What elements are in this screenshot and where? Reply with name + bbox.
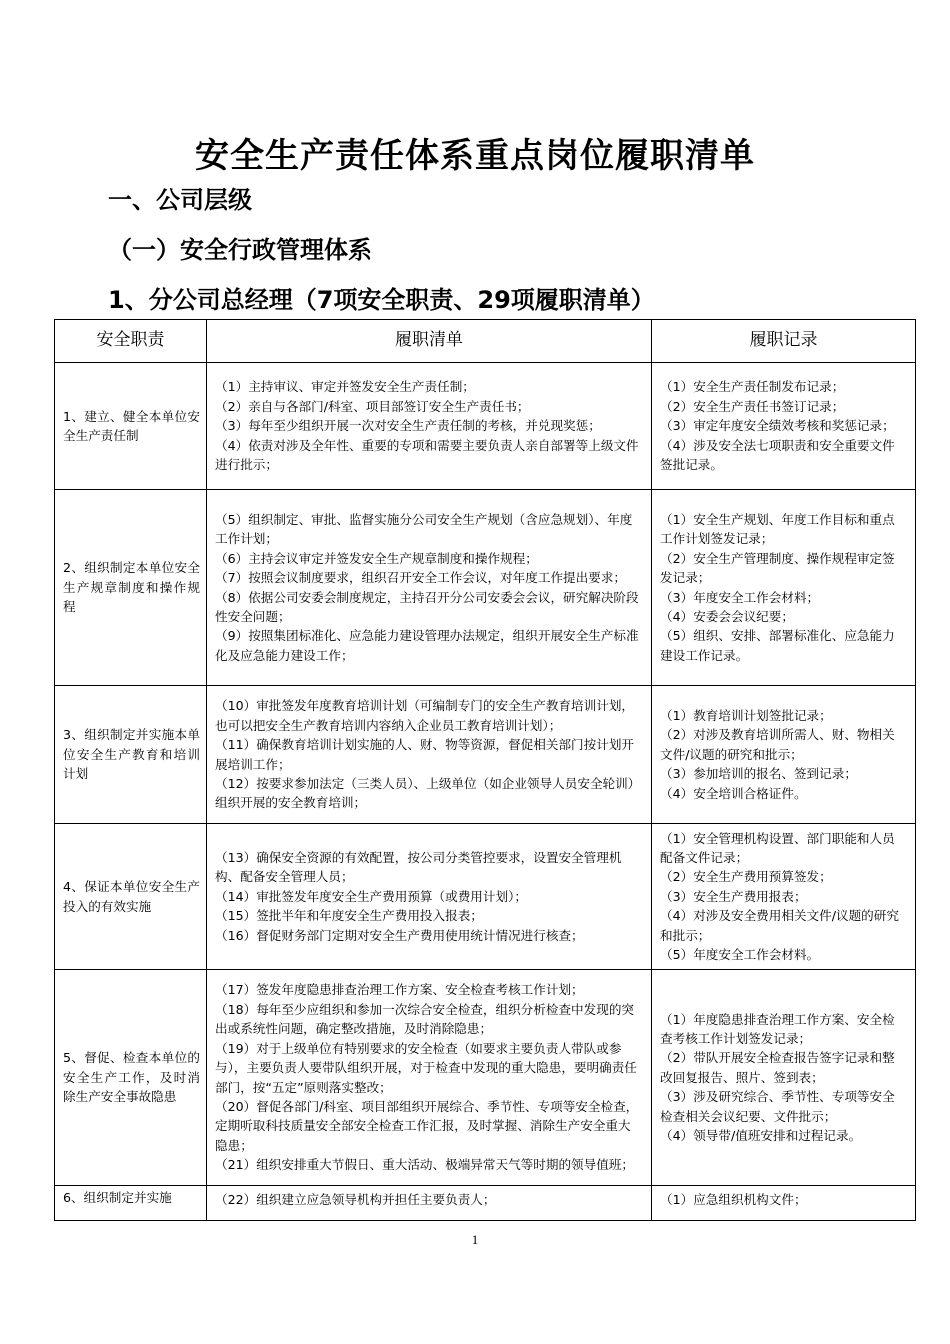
section-heading-level1: 一、公司层级	[108, 186, 252, 214]
duty-table	[54, 319, 916, 1221]
responsibility-cell: 4、保证本单位安全生产投入的有效实施	[55, 824, 207, 970]
record-item: （3）参加培训的报名、签到记录；	[660, 766, 857, 782]
section-heading-level2: （一）安全行政管理体系	[108, 236, 372, 264]
record-item: （5）年度安全工作会材料。	[660, 947, 820, 963]
record-item: （1）年度隐患排查治理工作方案、安全检查考核工作计划签发记录；	[660, 1011, 895, 1046]
duty-list-cell	[207, 970, 652, 1186]
duty-item: （7）按照会议制度要求，组织召开安全工作会议，对年度工作提出要求；	[215, 570, 627, 586]
record-item: （4）安全培训合格证件。	[660, 785, 807, 801]
record-item: （3）审定年度安全绩效考核和奖惩记录；	[660, 418, 895, 434]
records-cell	[652, 824, 916, 970]
table-row	[55, 363, 916, 490]
page-number: 1	[471, 1232, 479, 1247]
duty-item: （5）组织制定、审批、监督实施分公司安全生产规划（含应急规划）、年度工作计划；	[215, 511, 633, 547]
responsibility-cell: 5、督促、检查本单位的安全生产工作，及时消除生产安全事故隐患	[55, 970, 207, 1186]
table-row	[55, 824, 916, 970]
duty-item: （19）对于上级单位有特别要求的安全检查（如要求主要负责人带队或参与），主要负责人要带队组织开展，对于检查中发现的重大隐患，要明确责任部门，按“五定”原则落实整改；	[215, 1040, 637, 1095]
duty-item: （17）签发年度隐患排查治理工作方案、安全检查考核工作计划；	[215, 982, 584, 998]
table-row	[55, 490, 916, 686]
duty-item: （12）按要求参加法定（三类人员）、上级单位（如企业领导人员安全轮训）组织开展的安全教育培训；	[215, 775, 641, 811]
record-item: （2）安全生产费用预算签发；	[660, 869, 832, 885]
duty-item: （10）审批签发年度教育培训计划（可编制专门的安全生产教育培训计划，也可以把安全生产教育培训内容纳入企业员工教育培训计划）；	[215, 698, 635, 733]
record-item: （5）组织、安排、部署标准化、应急能力建设工作记录。	[660, 628, 895, 663]
duty-item: （11）确保教育培训计划实施的人、财、物等资源，督促相关部门按计划开展培训工作；	[215, 737, 635, 772]
table-row	[55, 686, 916, 824]
duty-list-cell	[207, 686, 652, 824]
document-title: 安全生产责任体系重点岗位履职清单	[195, 136, 755, 176]
record-item: （1）安全生产规划、年度工作目标和重点工作计划签发记录；	[660, 511, 895, 547]
record-item: （4）领导带/值班安排和过程记录。	[660, 1128, 862, 1144]
record-item: （4）对涉及安全费用相关文件/议题的研究和批示；	[660, 908, 899, 943]
record-item: （4）涉及安全法七项职责和安全重要文件签批记录。	[660, 437, 895, 473]
responsibility-cell: 1、建立、健全本单位安全生产责任制	[55, 363, 207, 490]
records-cell	[652, 970, 916, 1186]
duty-item: （14）审批签发年度安全生产费用预算（或费用计划）；	[215, 888, 527, 904]
record-item: （4）安委会会议纪要；	[660, 608, 794, 624]
record-item: （3）涉及研究综合、季节性、专项等安全检查相关会议纪要、文件批示；	[660, 1089, 895, 1124]
duty-item: （20）督促各部门/科室、项目部组织开展综合、季节性、专项等安全检查，定期听取科技质量安全部安全检查工作汇报，及时掌握、消除生产安全重大隐患；	[215, 1098, 639, 1153]
duty-list-cell	[207, 1186, 652, 1221]
record-item: （3）安全生产费用报表；	[660, 888, 807, 904]
records-cell	[652, 1186, 916, 1221]
header-duty-list: 履职清单	[207, 320, 652, 363]
records-cell	[652, 363, 916, 490]
duty-item: （13）确保安全资源的有效配置，按公司分类管控要求，设置安全管理机构、配备安全管理人员；	[215, 849, 622, 885]
record-item: （1）安全管理机构设置、部门职能和人员配备文件记录；	[660, 830, 895, 865]
record-item: （1）教育培训计划签批记录；	[660, 707, 832, 723]
table-header-row	[55, 320, 916, 363]
section-heading-level3: 1、分公司总经理（7项安全职责、29项履职清单）	[108, 286, 655, 314]
record-item: （2）安全生产责任书签订记录；	[660, 398, 845, 414]
duty-item: （3）每年至少组织开展一次对安全生产责任制的考核，并兑现奖惩；	[215, 418, 601, 434]
duty-item: （22）组织建立应急领导机构并担任主要负责人；	[215, 1192, 496, 1207]
duty-item: （16）督促财务部门定期对安全生产费用使用统计情况进行核查；	[215, 927, 584, 943]
record-item: （1）安全生产责任制发布记录；	[660, 379, 845, 395]
records-cell	[652, 490, 916, 686]
record-item: （2）带队开展安全检查报告签字记录和整改回复报告、照片、签到表；	[660, 1050, 895, 1085]
duty-item: （21）组织安排重大节假日、重大活动、极端异常天气等时期的领导值班；	[215, 1157, 635, 1173]
duty-list-cell	[207, 490, 652, 686]
responsibility-cell: 2、组织制定本单位安全生产规章制度和操作规程	[55, 490, 207, 686]
record-item: （3）年度安全工作会材料；	[660, 589, 820, 605]
duty-item: （2）亲自与各部门/科室、项目部签订安全生产责任书；	[215, 398, 530, 414]
duty-item: （15）签批半年和年度安全生产费用投入报表；	[215, 908, 483, 924]
table-row	[55, 1186, 916, 1221]
header-records: 履职记录	[652, 320, 916, 363]
responsibility-cell: 3、组织制定并实施本单位安全生产教育和培训计划	[55, 686, 207, 824]
duty-list-cell	[207, 363, 652, 490]
record-item: （1）应急组织机构文件；	[660, 1192, 807, 1207]
duty-item: （9）按照集团标准化、应急能力建设管理办法规定，组织开展安全生产标准化及应急能力建设工作；	[215, 628, 639, 663]
duty-item: （1）主持审议、审定并签发安全生产责任制；	[215, 379, 475, 395]
header-responsibility: 安全职责	[55, 320, 207, 363]
table-row	[55, 970, 916, 1186]
record-item: （2）安全生产管理制度、操作规程审定签发记录；	[660, 550, 895, 586]
duty-item: （4）依责对涉及全年性、重要的专项和需要主要负责人亲自部署等上级文件进行批示；	[215, 437, 639, 473]
duty-item: （6）主持会议审定并签发安全生产规章制度和操作规程；	[215, 550, 538, 566]
responsibility-cell: 6、组织制定并实施	[55, 1186, 207, 1221]
duty-item: （18）每年至少应组织和参加一次综合安全检查，组织分析检查中发现的突出或系统性问题，确定整改措施，及时消除隐患；	[215, 1001, 635, 1037]
duty-item: （8）依据公司安委会制度规定，主持召开分公司安委会会议，研究解决阶段性安全问题；	[215, 589, 639, 624]
duty-list-cell	[207, 824, 652, 970]
record-item: （2）对涉及教育培训所需人、财、物相关文件/议题的研究和批示；	[660, 727, 895, 762]
records-cell	[652, 686, 916, 824]
